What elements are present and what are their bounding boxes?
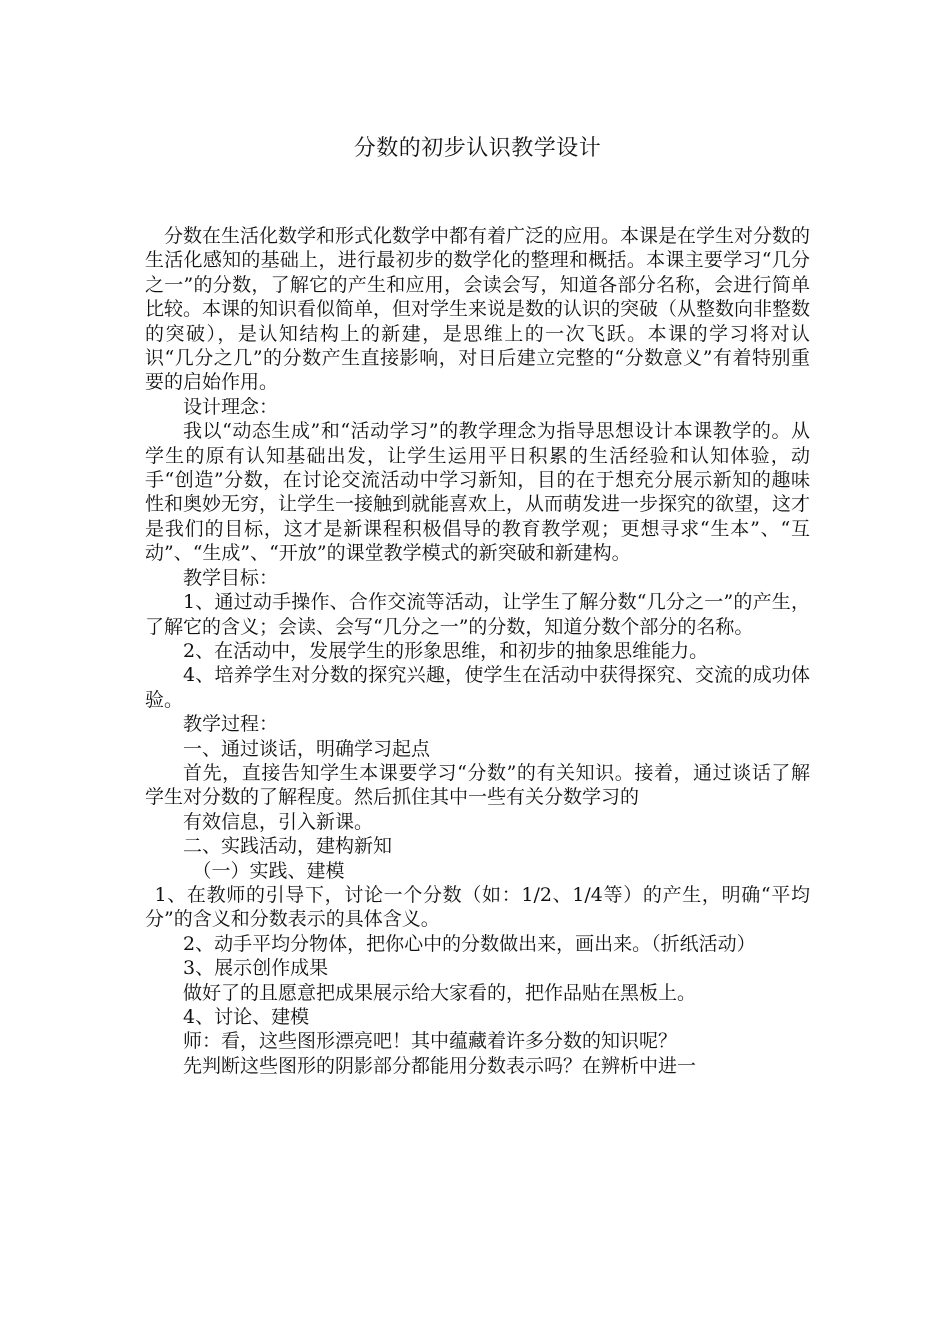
- goal-item-2: 2、在活动中，发展学生的形象思维，和初步的抽象思维能力。: [183, 639, 709, 662]
- document-body: [145, 224, 810, 1078]
- teaching-goals-heading: 教学目标：: [183, 566, 279, 589]
- document-title: 分数的初步认识教学设计: [353, 136, 602, 161]
- teaching-process-heading: 教学过程：: [183, 713, 279, 736]
- design-concept-heading: 设计理念：: [183, 395, 279, 418]
- goal-item-1: 1、通过动手操作、合作交流等活动，让学生了解分数“几分之一”的产生，了解它的含义；会读、会写“几分之一”的分数，知道分数个部分的名称。: [145, 591, 810, 638]
- subsection-1-heading: （一）实践、建模: [192, 859, 345, 882]
- teacher-dialogue: 师：看，这些图形漂亮吧！其中蕴藏着许多分数的知识呢？: [183, 1030, 678, 1053]
- section-1-paragraph: 首先，直接告知学生本课要学习“分数”的有关知识。接着，通过谈话了解学生对分数的了解程度。然后抓住其中一些有关分数学习的: [145, 761, 810, 809]
- section-1-heading: 一、通过谈话，明确学习起点: [183, 737, 431, 760]
- step-4-paragraph: 先判断这些图形的阴影部分都能用分数表示吗？在辨析中进一: [183, 1054, 697, 1077]
- goal-item-4: 4、培养学生对分数的探究兴趣，使学生在活动中获得探究、交流的成功体验。: [145, 664, 810, 711]
- step-3-paragraph: 做好了的且愿意把成果展示给大家看的，把作品贴在黑板上。: [183, 981, 697, 1004]
- intro-paragraph: 分数在生活化数学和形式化数学中都有着广泛的应用。本课是在学生对分数的生活化感知的基础上，进行最初步的数学化的整理和概括。本课主要学习“几分之一”的分数，了解它的产生和应用，会读会写，知道各部分名称，会进行简单比较。本课的知识看似简单，但对学生来说是数的认识的突破（从整数向非整数的突破），是认知结构上的新建，是思维上的一次飞跃。本课的学习将对认识“几分之几”的分数产生直接影响，对日后建立完整的“分数意义”有着特别重要的启始作用。: [145, 225, 811, 394]
- step-4-heading: 4、讨论、建模: [183, 1006, 310, 1028]
- step-1-paragraph: 1、在教师的引导下，讨论一个分数（如：1/2、1/4等）的产生，明确“平均分”的含义和分数表示的具体含义。: [145, 883, 810, 931]
- step-3-heading: 3、展示创作成果: [183, 957, 329, 980]
- section-1-paragraph-cont: 有效信息，引入新课。: [183, 810, 374, 833]
- step-2-paragraph: 2、动手平均分物体，把你心中的分数做出来，画出来。（折纸活动）: [183, 932, 756, 955]
- design-concept-paragraph: 我以“动态生成”和“活动学习”的教学理念为指导思想设计本课教学的。从学生的原有认知基础出发，让学生运用平日积累的生活经验和认知体验，动手“创造”分数，在讨论交流活动中学习新知，目的在于想充分展示新知的趣味性和奥妙无穷，让学生一接触到就能喜欢上，从而萌发进一步探究的欲望，这才是我们的目标，这才是新课程积极倡导的教育教学观；更想寻求“生本”、“互动”、“生成”、“开放”的课堂教学模式的新突破和新建构。: [145, 420, 811, 565]
- section-2-heading: 二、实践活动，建构新知: [183, 835, 393, 858]
